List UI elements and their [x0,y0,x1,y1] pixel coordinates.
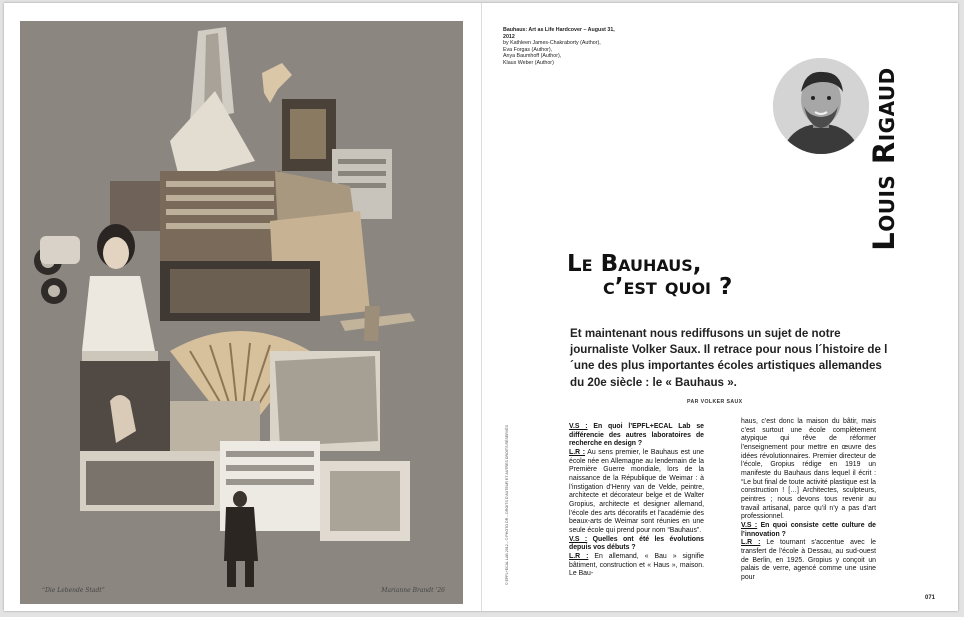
author-name-text: Louis Rigaud [867,67,901,251]
article-column-2 [741,418,876,582]
author-portrait [773,58,869,154]
interview-paragraph [741,418,876,522]
interview-paragraph [741,539,876,582]
paragraph-text: En quoi consiste cette culture de l’innovation ? [741,521,876,538]
paragraph-text: En quoi l’EPFL+ECAL Lab se différencie des autres laboratoires de recherche en design ? [569,423,704,448]
credit-author-line: Eva Forgas (Author), [503,46,553,53]
interview-paragraph [569,553,704,579]
page-number: 071 [925,595,936,601]
speaker-tag: V.S : [569,535,588,543]
page-gutter [481,3,482,611]
paragraph-text: haus, c’est donc la maison du bâtir, mais c’est surtout une école complètement atypique qui rêve de réformer l’enseignement pour mettre en œuvre des idées révolutionnaires. Premier directeur de l’école, Gropius rédige en 1919 un manifeste du Bauhaus dans lequel il écrit : “Le but final de toute activité plastique est la construction ! […] Architectes, sculpteurs, peintres ; nous devons tous revenir au travail artisanal, parce qu’il n’y a pas d’art professionnel. [741,418,876,521]
title-line-1: Le Bauhaus, [567,251,702,277]
credit-author-line: Klaus Weber (Author) [503,59,554,66]
title-line-2: c’est quoi ? [603,274,733,300]
interview-paragraph [569,536,704,553]
interview-paragraph [569,449,704,536]
legal-notice [502,407,512,603]
collage-artwork [20,21,463,604]
speaker-tag: V.S : [569,423,588,430]
legal-notice-text: © EPFL+ECAL LAB 2012 – © PHOTO DR – DROITS D’AUTEUR ET AUTRES DROITS RÉSERVÉS [505,424,509,586]
collage-image [20,21,463,604]
author-name [862,58,906,260]
paragraph-text: Quelles ont été les évolutions depuis vos débuts ? [569,535,704,552]
magazine-spread [4,3,958,611]
article-title [567,253,732,299]
paragraph-text: En allemand, « Bau » signifie bâtiment, construction et « Haus », maison. Le Bau- [569,552,704,578]
book-title: Bauhaus: Art as Life Hardcover – August 31, 2012 [503,27,615,40]
article-column-1 [569,423,704,579]
article-lead: Et maintenant nous rediffusons un sujet de notre journaliste Volker Saux. Il retrace pour nous l´histoire de l´une des plus importantes écoles artistiques allemandes du 20e siècle : le « Bauhaus ». [570,327,888,389]
article-byline: PAR VOLKER SAUX [687,399,743,405]
speaker-tag: V.S : [741,521,758,529]
credit-author-line: Anya Baumhoff (Author), [503,53,562,60]
paragraph-text: Au sens premier, le Bauhaus est une école née en Allemagne au lendemain de la Première Guerre mondiale, lors de la naissance de la République de Weimar : à l’instigation d’Henry van de Velde, peintre, architecte et décorateur belge et de Walter Gropius, architecte et designer allemand, l’école des arts décoratifs et l’académie des beaux-arts de Weimar sont réunies en une seule école qui prend pour nom “Bauhaus”. [569,448,705,534]
speaker-tag: L.R : [741,539,761,547]
book-credit [503,27,615,67]
paragraph-text: Le tournant s’accentue avec le transfert de l’école à Dessau, au sud-ouest de Berlin, en 1925. Gropius y conçoit un palais de verre, agencé comme une usine pour [741,539,876,581]
artwork-signature: “Die Lebende Stadt” [42,587,105,594]
speaker-tag: L.R : [569,448,586,456]
artwork-date: Marianne Brandt ’26 [381,587,445,594]
credit-author-line: by Kathleen James-Chakraborty (Author), [503,40,601,47]
author-photo [773,58,869,154]
interview-paragraph [741,522,876,539]
speaker-tag: L.R : [569,552,589,560]
interview-paragraph [569,423,704,449]
